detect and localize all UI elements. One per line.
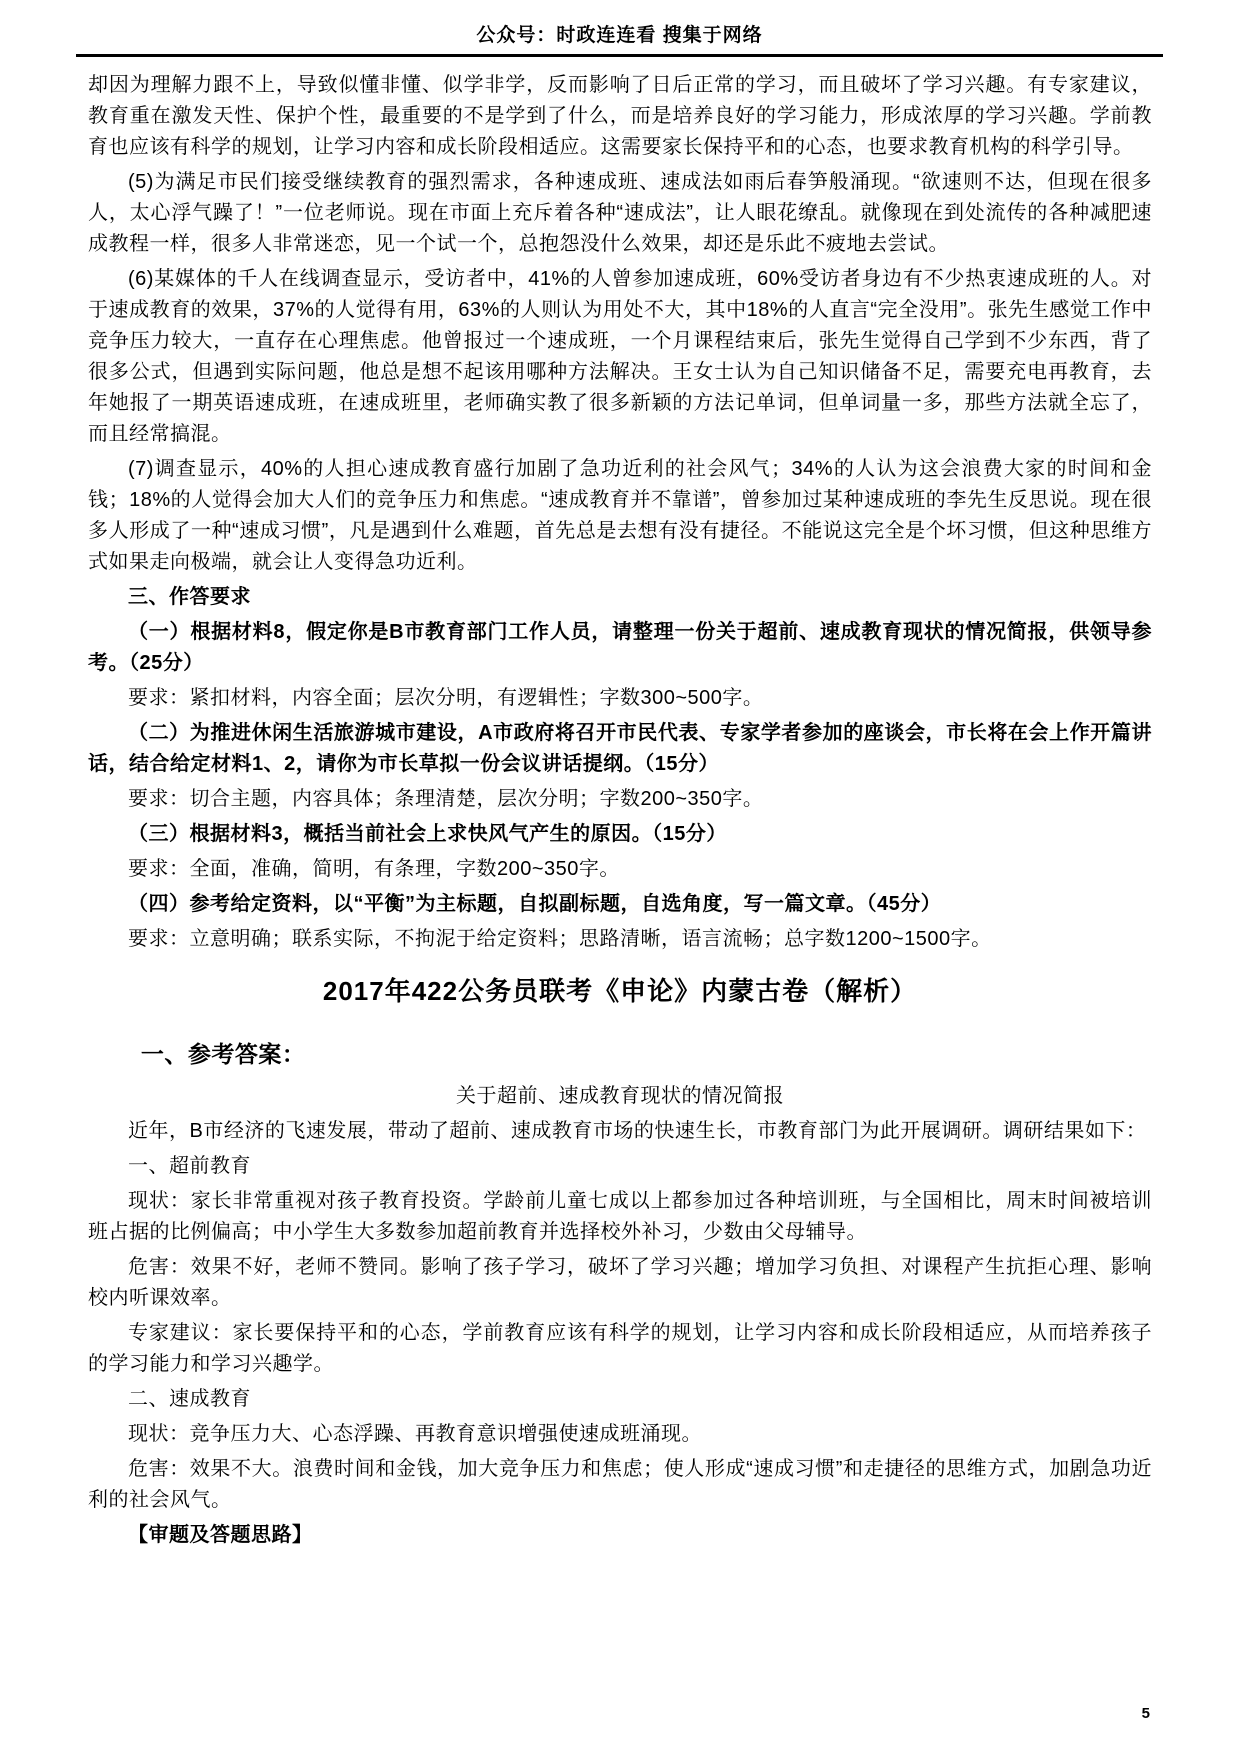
question-4-requirement: 要求：立意明确；联系实际，不拘泥于给定资料；思路清晰，语言流畅；总字数1200~1500字。 xyxy=(128,928,992,950)
brief-report-title: 关于超前、速成教育现状的情况简报 xyxy=(456,1085,784,1107)
question-4: （四）参考给定资料，以“平衡”为主标题，自拟副标题，自选角度，写一篇文章。（45分） xyxy=(128,893,942,915)
header-title: 公众号：时政连连看 搜集于网络 xyxy=(476,25,763,46)
material-paragraph-continued: 却因为理解力跟不上，导致似懂非懂、似学非学，反而影响了日后正常的学习，而且破坏了学习兴趣。有专家建议，教育重在激发天性、保护个性，最重要的不是学到了什么，而是培养良好的学习能力，形成浓厚的学习兴趣。学前教育也应该有科学的规划，让学习内容和成长阶段相适应。这需要家长保持平和的心态，也要求教育机构的科学引导。 xyxy=(88,74,1152,158)
section-1-status: 现状：家长非常重视对孩子教育投资。学龄前儿童七成以上都参加过各种培训班，与全国相比，周末时间被培训班占据的比例偏高；中小学生大多数参加超前教育并选择校外补习，少数由父母辅导。 xyxy=(88,1190,1152,1243)
question-2-requirement: 要求：切合主题，内容具体；条理清楚，层次分明；字数200~350字。 xyxy=(128,788,764,810)
question-3-requirement: 要求：全面，准确，简明，有条理，字数200~350字。 xyxy=(128,858,620,880)
section-2-heading: 二、速成教育 xyxy=(128,1388,251,1410)
question-1: （一）根据材料8，假定你是B市教育部门工作人员，请整理一份关于超前、速成教育现状的情况简报，供领导参考。（25分） xyxy=(88,621,1152,674)
brief-report-intro: 近年，B市经济的飞速发展，带动了超前、速成教育市场的快速生长，市教育部门为此开展调研。调研结果如下： xyxy=(128,1120,1147,1142)
material-paragraph-7: (7)调查显示，40%的人担心速成教育盛行加剧了急功近利的社会风气；34%的人认为这会浪费大家的时间和金钱；18%的人觉得会加大人们的竞争压力和焦虑。“速成教育并不靠谱”，曾参加过某种速成班的李先生反思说。现在很多人形成了一种“速成习惯”，凡是遇到什么难题，首先总是去想有没有捷径。不能说这完全是个坏习惯，但这种思维方式如果走向极端，就会让人变得急功近利。 xyxy=(88,458,1152,573)
question-1-requirement: 要求：紧扣材料，内容全面；层次分明，有逻辑性；字数300~500字。 xyxy=(128,687,764,709)
page-number: 5 xyxy=(1141,1705,1150,1722)
section-2-harm: 危害：效果不大。浪费时间和金钱，加大竞争压力和焦虑；使人形成“速成习惯”和走捷径的思维方式，加剧急功近利的社会风气。 xyxy=(88,1458,1152,1511)
section-1-harm: 危害：效果不好，老师不赞同。影响了孩子学习，破坏了学习兴趣；增加学习负担、对课程产生抗拒心理、影响校内听课效率。 xyxy=(88,1256,1152,1309)
document-body xyxy=(88,70,1152,1555)
question-3: （三）根据材料3，概括当前社会上求快风气产生的原因。（15分） xyxy=(128,823,727,845)
material-paragraph-6: (6)某媒体的千人在线调查显示，受访者中，41%的人曾参加速成班，60%受访者身边有不少热衷速成班的人。对于速成教育的效果，37%的人觉得有用，63%的人则认为用处不大，其中18%的人直言“完全没用”。张先生感觉工作中竞争压力较大，一直存在心理焦虑。他曾报过一个速成班，一个月课程结束后，张先生觉得自己学到不少东西，背了很多公式，但遇到实际问题，他总是想不起该用哪种方法解决。王女士认为自己知识储备不足，需要充电再教育，去年她报了一期英语速成班，在速成班里，老师确实教了很多新颖的方法记单词，但单词量一多，那些方法就全忘了，而且经常搞混。 xyxy=(88,268,1152,445)
material-paragraph-5: (5)为满足市民们接受继续教育的强烈需求，各种速成班、速成法如雨后春笋般涌现。“欲速则不达，但现在很多人，太心浮气躁了！”一位老师说。现在市面上充斥着各种“速成法”，让人眼花缭乱。就像现在到处流传的各种减肥速成教程一样，很多人非常迷恋，见一个试一个，总抱怨没什么效果，却还是乐此不疲地去尝试。 xyxy=(88,171,1152,255)
section-2-status: 现状：竞争压力大、心态浮躁、再教育意识增强使速成班涌现。 xyxy=(128,1423,702,1445)
reference-answer-heading: 一、参考答案： xyxy=(140,1041,306,1067)
section-1-advice: 专家建议：家长要保持平和的心态，学前教育应该有科学的规划，让学习内容和成长阶段相适应，从而培养孩子的学习能力和学习兴趣学。 xyxy=(88,1322,1152,1375)
answer-requirements-heading: 三、作答要求 xyxy=(128,586,251,608)
page-header xyxy=(76,20,1163,57)
question-2: （二）为推进休闲生活旅游城市建设，A市政府将召开市民代表、专家学者参加的座谈会，市长将在会上作开篇讲话，结合给定材料1、2，请你为市长草拟一份会议讲话提纲。（15分） xyxy=(88,722,1152,775)
tips-heading: 【审题及答题思路】 xyxy=(128,1524,313,1546)
section-1-heading: 一、超前教育 xyxy=(128,1155,251,1177)
exam-paper-title: 2017年422公务员联考《申论》内蒙古卷（解析） xyxy=(322,976,918,1006)
